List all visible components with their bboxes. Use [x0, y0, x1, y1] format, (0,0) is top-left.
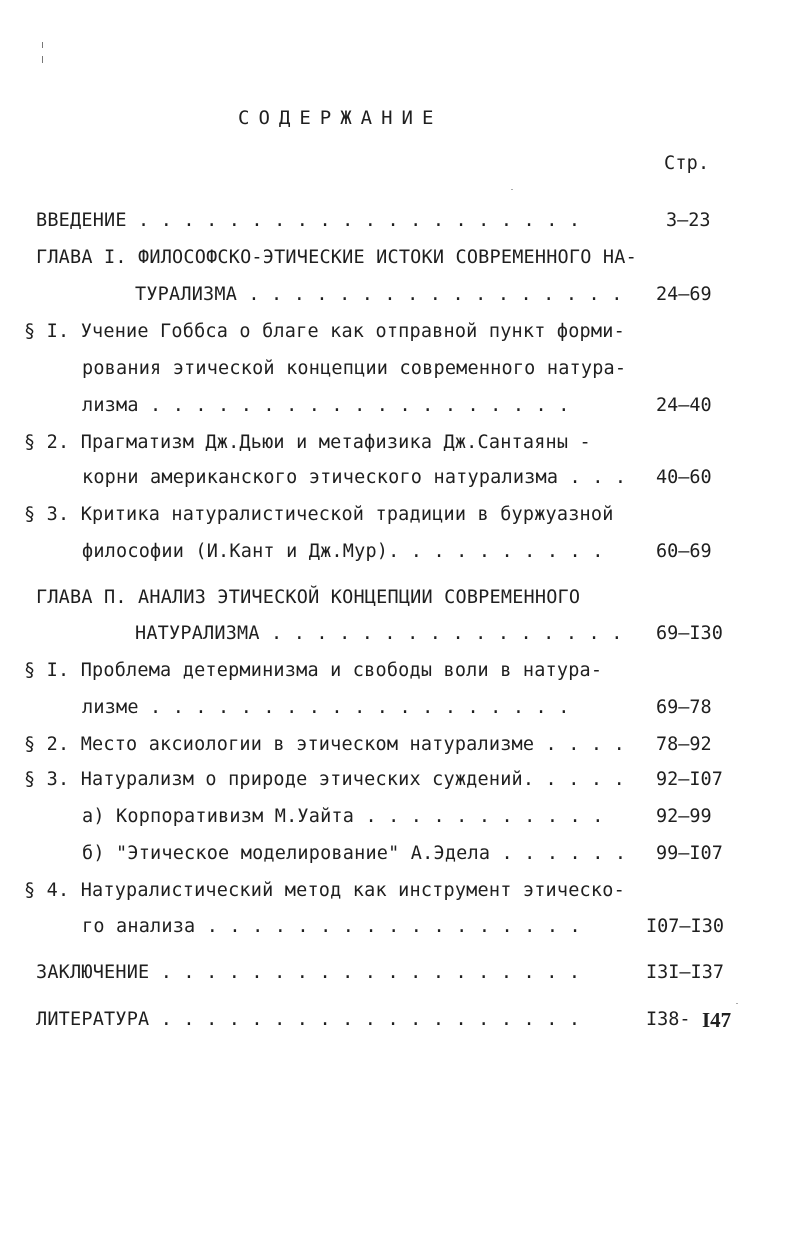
toc-entry-section-2-1-cont: лизме . . . . . . . . . . . . . . . . . . . [82, 697, 570, 718]
toc-pages-section-1-3: 60–69 [656, 541, 712, 562]
toc-entry-conclusion: ЗАКЛЮЧЕНИЕ . . . . . . . . . . . . . . . . . . . [36, 962, 581, 983]
toc-pages-conclusion: I3I–I37 [646, 962, 724, 983]
toc-entry-chapter-2-cont: НАТУРАЛИЗМА . . . . . . . . . . . . . . . . [135, 623, 623, 644]
toc-entry-chapter-1-cont: ТУРАЛИЗМА . . . . . . . . . . . . . . . . . [135, 284, 623, 305]
toc-entry-section-2-1: § I. Проблема детерминизма и свободы воли в натура- [24, 660, 603, 681]
toc-entry-section-2-3a: а) Корпоративизм М.Уайта . . . . . . . . . . . [82, 806, 604, 827]
margin-mark [42, 42, 43, 48]
toc-entry-introduction: ВВЕДЕНИЕ . . . . . . . . . . . . . . . . . . . . [36, 210, 581, 231]
toc-pages-section-2-3a: 92–99 [656, 806, 712, 827]
toc-pages-section-2-3b: 99–I07 [656, 843, 723, 864]
toc-pages-section-1-1: 24–40 [656, 395, 712, 416]
margin-mark [42, 56, 43, 63]
toc-pages-chapter-2: 69–I30 [656, 623, 723, 644]
page-column-header: Стр. [664, 153, 710, 174]
toc-entry-section-2-2: § 2. Место аксиологии в этическом натурализме . . . . [24, 734, 625, 755]
toc-entry-section-2-3b: б) "Этическое моделирование" А.Эдела . . . . . . [82, 843, 627, 864]
toc-entry-section-1-3-cont: философии (И.Кант и Дж.Мур). . . . . . . . . . [82, 541, 604, 562]
toc-pages-chapter-1: 24–69 [656, 284, 712, 305]
page-title: СОДЕРЖАНИЕ [238, 107, 443, 129]
toc-entry-chapter-2: ГЛАВА П. АНАЛИЗ ЭТИЧЕСКОЙ КОНЦЕПЦИИ СОВРЕМЕННОГО [36, 587, 581, 608]
toc-pages-introduction: 3–23 [666, 210, 711, 231]
toc-pages-section-2-1: 69–78 [656, 697, 712, 718]
toc-pages-section-2-3: 92–I07 [656, 769, 723, 790]
speck [736, 1003, 738, 1004]
speck [511, 189, 513, 190]
toc-entry-section-1-1-cont2: лизма . . . . . . . . . . . . . . . . . . . [82, 395, 570, 416]
toc-entry-section-1-1: § I. Учение Гоббса о благе как отправной пункт форми- [24, 321, 625, 342]
toc-pages-literature-start: I38- [646, 1009, 691, 1030]
toc-entry-section-2-4: § 4. Натуралистический метод как инструмент этическо- [24, 880, 625, 901]
toc-entry-section-2-4-cont: го анализа . . . . . . . . . . . . . . . . . [82, 916, 581, 937]
toc-entry-section-1-3: § 3. Критика натуралистической традиции в буржуазной [24, 504, 614, 525]
toc-entry-section-1-1-cont: рования этической концепции современного натура- [82, 358, 627, 379]
toc-pages-section-1-2: 40–60 [656, 467, 712, 488]
toc-pages-literature-end: I47 [702, 1008, 732, 1032]
toc-pages-section-2-2: 78–92 [656, 734, 712, 755]
toc-entry-chapter-1: ГЛАВА I. ФИЛОСОФСКО-ЭТИЧЕСКИЕ ИСТОКИ СОВРЕМЕННОГО НА- [36, 247, 637, 268]
toc-entry-section-1-2-cont: корни американского этического натурализма . . . [82, 467, 627, 488]
toc-entry-section-2-3: § 3. Натурализм о природе этических суждений. . . . . [24, 769, 625, 790]
toc-pages-section-2-4: I07–I30 [646, 916, 724, 937]
toc-entry-literature: ЛИТЕРАТУРА . . . . . . . . . . . . . . . . . . . [36, 1009, 581, 1030]
toc-entry-section-1-2: § 2. Прагматизм Дж.Дьюи и метафизика Дж.Сантаяны - [24, 432, 591, 453]
